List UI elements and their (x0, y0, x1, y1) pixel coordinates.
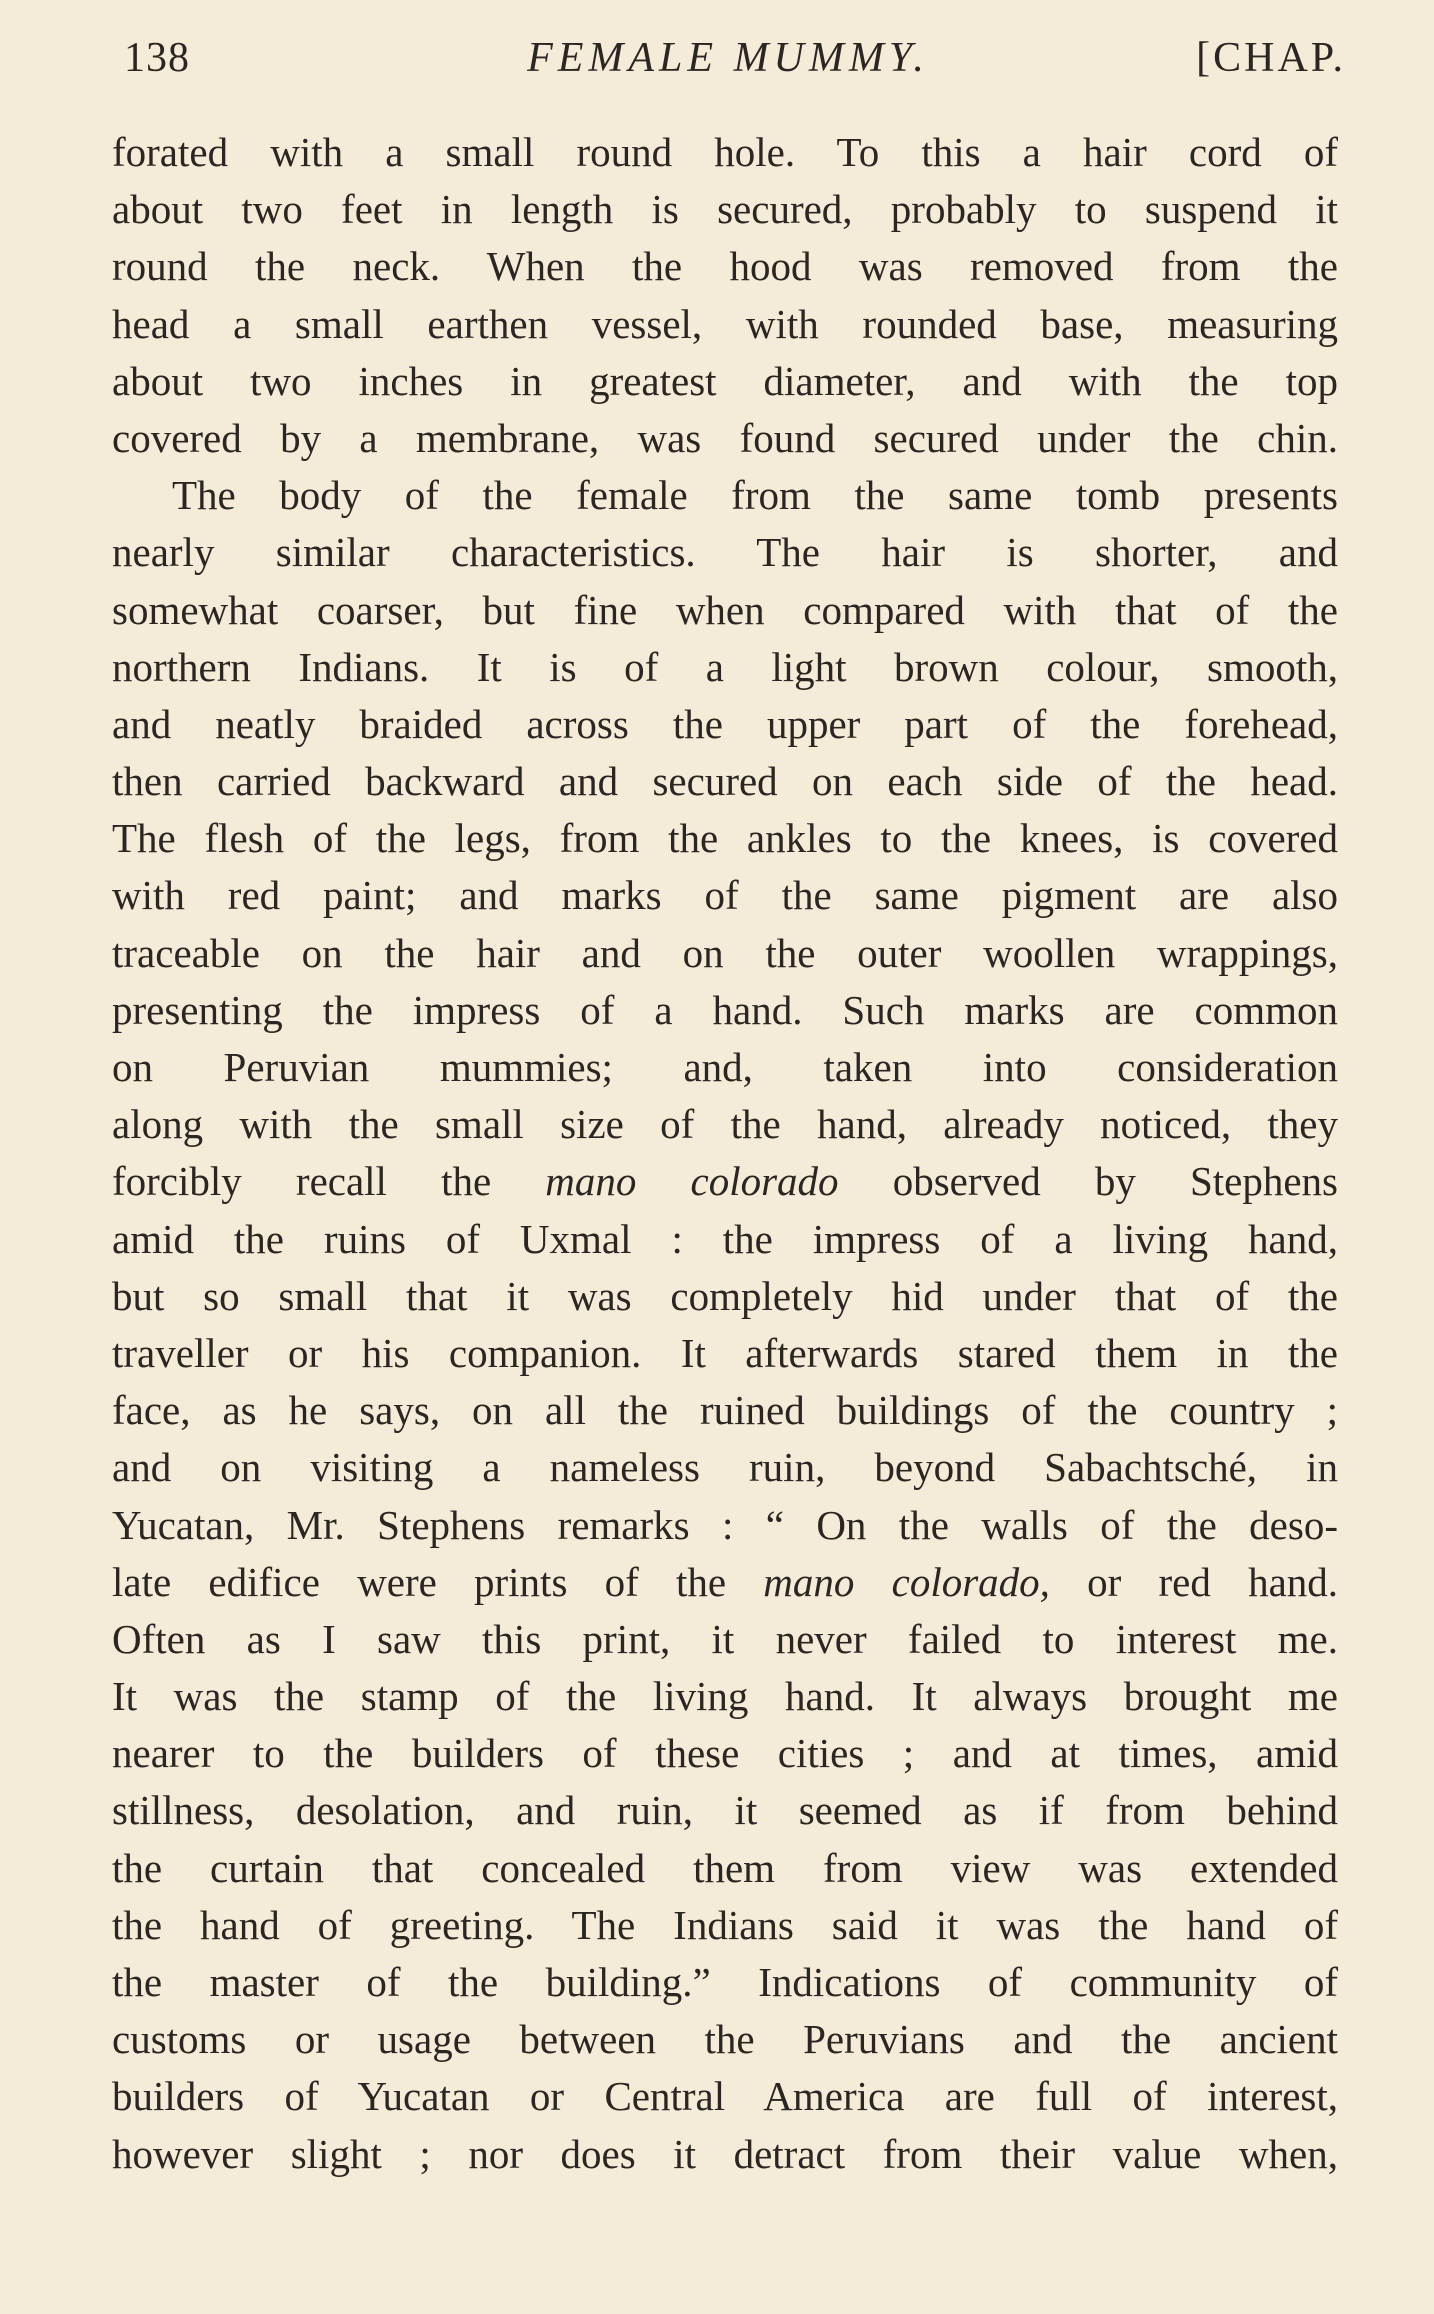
text-segment: forcibly recall the (112, 1158, 546, 1205)
text-line (112, 353, 1338, 410)
text-line (112, 1039, 1338, 1096)
text-line (112, 867, 1338, 924)
chapter-marker: [CHAP. (1196, 35, 1346, 81)
text-segment: Yucatan, Mr. Stephens remarks : “ On the walls of the deso- (112, 1501, 1338, 1548)
page-number: 138 (124, 35, 190, 81)
text-line (112, 1211, 1338, 1268)
text-segment: builders of Yucatan or Central America are full of interest, (112, 2073, 1338, 2120)
text-line (112, 1325, 1338, 1382)
text-line (112, 1382, 1338, 1439)
text-line (112, 639, 1338, 696)
text-segment: but so small that it was completely hid under that of the (112, 1272, 1338, 1319)
text-line (112, 1668, 1338, 1725)
running-title: FEMALE MUMMY. (527, 35, 929, 81)
text-segment: round the neck. When the hood was removed from the (112, 243, 1338, 290)
text-segment: about two inches in greatest diameter, and with the top (112, 357, 1338, 404)
text-line (112, 1782, 1338, 1839)
text-line (112, 982, 1338, 1039)
text-line (112, 1153, 1338, 1210)
text-line (112, 1439, 1338, 1496)
text-segment: amid the ruins of Uxmal : the impress of a living hand, (112, 1215, 1338, 1262)
text-segment: about two feet in length is secured, probably to suspend it (112, 186, 1338, 233)
text-segment: Often as I saw this print, it never failed to interest me. (112, 1615, 1338, 1662)
text-segment: with red paint; and marks of the same pigment are also (112, 872, 1338, 919)
text-line (112, 238, 1338, 295)
text-line (112, 1840, 1338, 1897)
italic-phrase: mano colorado, (763, 1558, 1050, 1605)
text-line (112, 524, 1338, 581)
text-line (112, 925, 1338, 982)
text-segment: forated with a small round hole. To this a hair cord of (112, 129, 1338, 175)
text-line (112, 582, 1338, 639)
text-line (112, 1954, 1338, 2011)
text-segment: nearer to the builders of these cities ; and at times, amid (112, 1730, 1338, 1777)
text-segment: customs or usage between the Peruvians and the ancient (112, 2016, 1338, 2063)
text-line (112, 2011, 1338, 2068)
text-line (112, 753, 1338, 810)
text-line (112, 1897, 1338, 1954)
text-line (112, 467, 1338, 524)
text-line (112, 296, 1338, 353)
text-segment: stillness, desolation, and ruin, it seemed as if from behind (112, 1787, 1338, 1834)
text-line (112, 1554, 1338, 1611)
text-segment: northern Indians. It is of a light brown colour, smooth, (112, 643, 1338, 690)
text-segment: and neatly braided across the upper part of the forehead, (112, 700, 1338, 747)
body-text (112, 124, 1338, 2183)
text-line (112, 2126, 1338, 2183)
text-segment: the hand of greeting. The Indians said it was the hand of (112, 1901, 1338, 1948)
text-segment: on Peruvian mummies; and, taken into consideration (112, 1044, 1338, 1090)
text-line (112, 1725, 1338, 1782)
text-segment: however slight ; nor does it detract from their value when, (112, 2130, 1338, 2177)
text-segment: traceable on the hair and on the outer woollen wrappings, (112, 929, 1338, 976)
text-line (112, 810, 1338, 867)
text-segment: along with the small size of the hand, already noticed, they (112, 1101, 1338, 1148)
text-segment: or red hand. (1049, 1558, 1338, 1605)
text-segment: and on visiting a nameless ruin, beyond Sabachtsché, in (112, 1444, 1338, 1491)
running-head (110, 34, 1346, 94)
text-line (112, 410, 1338, 467)
text-line (112, 1268, 1338, 1325)
text-segment: the master of the building.” Indications of community of (112, 1959, 1338, 2005)
text-segment: face, as he says, on all the ruined buildings of the country ; (112, 1387, 1338, 1434)
text-segment: The flesh of the legs, from the ankles to the knees, is covered (112, 815, 1338, 862)
text-segment: presenting the impress of a hand. Such marks are common (112, 986, 1338, 1033)
text-segment: head a small earthen vessel, with rounded base, measuring (112, 300, 1338, 347)
text-line (112, 1096, 1338, 1153)
text-segment: somewhat coarser, but fine when compared with that of the (112, 586, 1338, 633)
text-line (112, 1611, 1338, 1668)
text-segment: traveller or his companion. It afterwards stared them in the (112, 1329, 1338, 1376)
text-line (112, 2068, 1338, 2125)
text-line (112, 696, 1338, 753)
text-segment: the curtain that concealed them from view was extended (112, 1844, 1338, 1891)
text-line (112, 1497, 1338, 1554)
text-segment: covered by a membrane, was found secured under the chin. (112, 414, 1338, 461)
text-segment: late edifice were prints of the (112, 1558, 764, 1605)
text-segment: nearly similar characteristics. The hair is shorter, and (112, 529, 1338, 576)
text-segment: It was the stamp of the living hand. It always brought me (112, 1673, 1338, 1720)
text-line (112, 181, 1338, 238)
italic-phrase: mano colorado (545, 1158, 839, 1205)
text-segment: then carried backward and secured on each side of the head. (112, 758, 1338, 805)
text-segment: observed by Stephens (838, 1158, 1338, 1205)
text-line (112, 124, 1338, 181)
text-segment: The body of the female from the same tomb presents (172, 472, 1338, 519)
